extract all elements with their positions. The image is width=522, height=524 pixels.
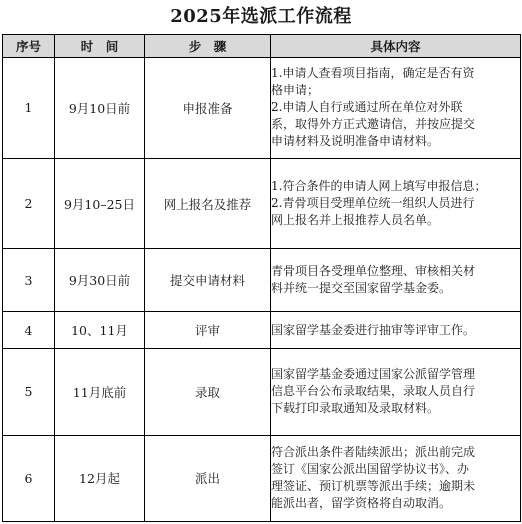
table-row (3, 349, 521, 435)
content-line: 网上报名并上报推荐人员名单。 (271, 213, 440, 228)
content-line: 1.符合条件的申请人网上填写申报信息； (271, 179, 487, 194)
header-step: 步 骤 (145, 35, 271, 58)
content-line: 国家留学基金委通过国家公派留学管理 (271, 367, 476, 382)
row-num: 4 (3, 311, 55, 348)
row-num: 2 (3, 158, 55, 249)
table-row (3, 311, 521, 348)
table-row (3, 249, 521, 311)
table-row (3, 435, 521, 521)
header-content: 具体内容 (271, 35, 521, 58)
row-content (271, 249, 521, 311)
content-line: 国家留学基金委进行抽审等评审工作。 (271, 322, 476, 337)
row-time: 9月30日前 (55, 249, 145, 311)
header-time: 时 间 (55, 35, 145, 58)
row-time: 9月10–25日 (55, 158, 145, 249)
table-row (3, 58, 521, 159)
content-line: 签订《国家公派出国留学协议书》、办 (271, 462, 470, 477)
row-content (271, 58, 521, 159)
row-time: 10、11月 (55, 311, 145, 348)
row-content (271, 349, 521, 435)
row-num: 3 (3, 249, 55, 311)
row-num: 1 (3, 58, 55, 159)
row-time: 12月起 (55, 435, 145, 521)
row-step: 网上报名及推荐 (145, 158, 271, 249)
content-line: 青骨项目各受理单位整理、审核相关材 (271, 264, 476, 279)
header-row (3, 35, 521, 58)
row-content (271, 158, 521, 249)
content-line: 格申请； (271, 83, 320, 98)
workflow-table (2, 34, 521, 522)
row-step: 派出 (145, 435, 271, 521)
row-step: 录取 (145, 349, 271, 435)
content-line: 1.申请人查看项目指南，确定是否有资 (271, 66, 475, 81)
content-line: 2.青骨项目受理单位统一组织人员进行 (271, 196, 475, 211)
row-content (271, 435, 521, 521)
content-line: 2.申请人自行或通过所在单位对外联 (271, 100, 463, 115)
row-step: 申报准备 (145, 58, 271, 159)
row-time: 9月10日前 (55, 58, 145, 159)
row-num: 5 (3, 349, 55, 435)
row-step: 提交申请材料 (145, 249, 271, 311)
content-line: 系，取得外方正式邀请信，并按应提交 (271, 117, 476, 132)
content-line: 理签证、预订机票等派出手续；逾期未 (271, 479, 476, 494)
row-content (271, 311, 521, 348)
table-row (3, 158, 521, 249)
content-line: 信息平台公布录取结果，录取人员自行 (271, 384, 476, 399)
content-line: 料并统一提交至国家留学基金委。 (271, 281, 452, 296)
content-line: 申请材料及说明准备申请材料。 (271, 134, 440, 149)
row-num: 6 (3, 435, 55, 521)
content-line: 能派出者，留学资格将自动取消。 (271, 496, 452, 511)
row-time: 11月底前 (55, 349, 145, 435)
content-line: 下载打印录取通知及录取材料。 (271, 401, 440, 416)
row-step: 评审 (145, 311, 271, 348)
page-title: 2025年选派工作流程 (170, 6, 352, 27)
header-num: 序号 (3, 35, 55, 58)
content-line: 符合派出条件者陆续派出；派出前完成 (271, 445, 476, 460)
